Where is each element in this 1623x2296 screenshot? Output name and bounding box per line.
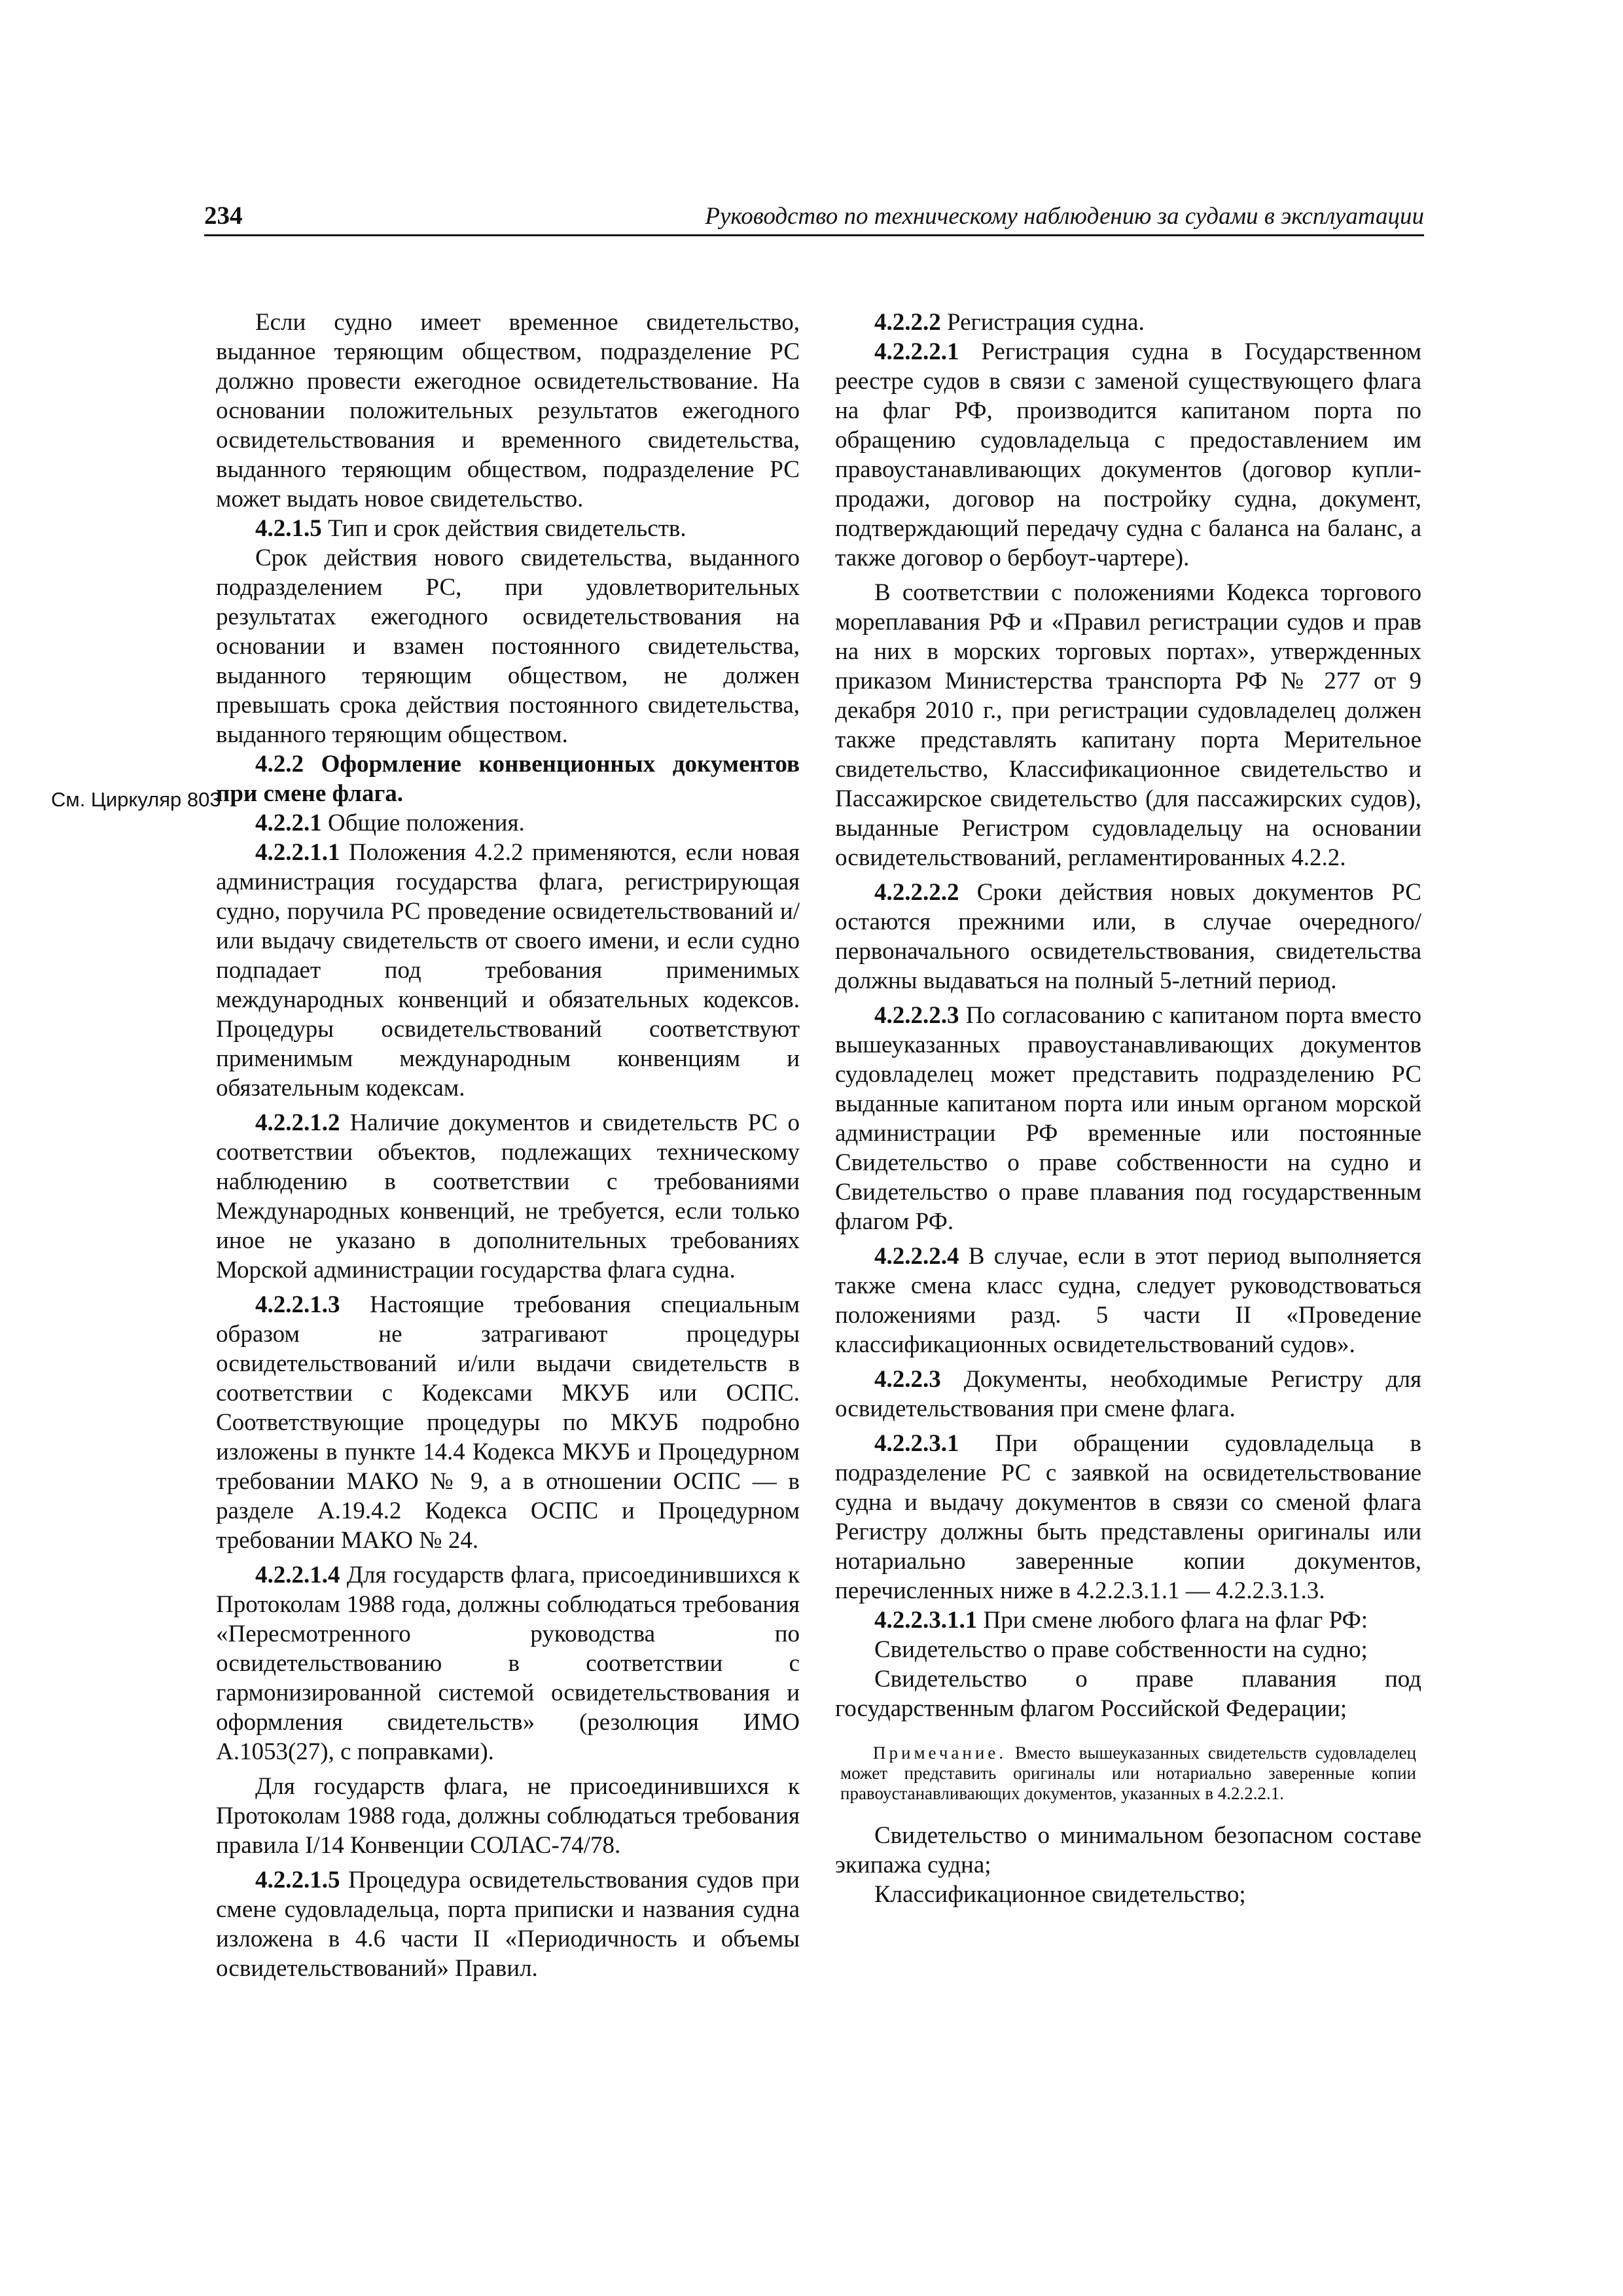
paragraph: Свидетельство о минимальном безопасном составе экипажа судна; xyxy=(835,1822,1421,1878)
paragraph: Если судно имеет временное свидетельство, выданное теряющим обществом, подразделение РС должно провести ежегодное освидетельствование. На основании положительных результатов ежегодного освидетельствования и временного свидетельства, выданного теряющим обществом, подразделение РС может выдать новое свидетельство. xyxy=(216,309,800,512)
section-heading: 4.2.2 Оформление конвенционных документов при смене флага. xyxy=(216,751,800,807)
left-column xyxy=(216,308,800,1983)
paragraph: Классификационное свидетельство; xyxy=(874,1881,1246,1908)
note-text: Вместо вышеуказанных свидетельств судовладелец может представить оригиналы или нотариально заверенные копии правоустанавливающих документов, указанных в 4.2.2.2.1. xyxy=(840,1743,1416,1803)
paragraph xyxy=(216,514,800,543)
page-number: 234 xyxy=(204,202,243,230)
clause-text: Сроки действия новых документов РС остаются прежними или, в случае очередного/ первоначального освидетельствования, свидетельства должны выдаваться на полный 5-летний период. xyxy=(835,879,1421,994)
clause-text: Документы, необходимые Регистру для освидетельствования при смене флага. xyxy=(835,1366,1421,1422)
paragraph xyxy=(835,1605,1421,1635)
clause-text: Общие положения. xyxy=(321,810,525,836)
note-label: Примечание. xyxy=(873,1743,1007,1763)
clause-number: 4.2.2.1 xyxy=(255,810,322,836)
clause-number: 4.2.2.3.1.1 xyxy=(874,1607,978,1634)
clause-text: Процедура освидетельствования судов при смене судовладельца, порта приписки и названия судна изложена в 4.6 части II «Периодичность и объемы освидетельствований» Правил. xyxy=(216,1867,800,1982)
clause-number: 4.2.2.1.3 xyxy=(255,1291,340,1318)
paragraph: Для государств флага, не присоединившихся к Протоколам 1988 года, должны соблюдаться требования правила I/14 Конвенции СОЛАС-74/78. xyxy=(216,1773,800,1859)
paragraph: Свидетельство о праве собственности на судно; xyxy=(874,1636,1368,1663)
clause-text: В случае, если в этот период выполняется также смена класс судна, следует руководствоваться положениями разд. 5 части II «Проведение классификационных освидетельствований судов». xyxy=(835,1243,1421,1358)
paragraph xyxy=(835,308,1421,337)
running-title: Руководство по техническому наблюдению за судами в эксплуатации xyxy=(705,203,1424,230)
margin-note-circular: См. Циркуляр 803 xyxy=(51,788,221,811)
page-header xyxy=(204,195,1424,236)
paragraph: Срок действия нового свидетельства, выданного подразделением РС, при удовлетворительных результатах ежегодного освидетельствования на основании и взамен постоянного свидетельства, выданного теряющим обществом, не должен превышать срока действия постоянного свидетельства, выданного теряющим обществом. xyxy=(216,545,800,748)
clause-number: 4.2.2.3 xyxy=(874,1366,941,1393)
paragraph xyxy=(216,1560,800,1767)
clause-text: Наличие документов и свидетельств РС о соответствии объектов, подлежащих техническому наблюдению в соответствии с требованиями Международных конвенций, не требуется, если только иное не указано в дополнительных требованиях Морской администрации государства флага судна. xyxy=(216,1109,800,1283)
clause-text: Для государств флага, присоединившихся к Протоколам 1988 года, должны соблюдаться требования «Пересмотренного руководства по освидетельствованию в соответствии с гармонизированной системой освидетельствования и оформления свидетельств» (резолюция ИМО А.1053(27), с поправками). xyxy=(216,1562,800,1765)
clause-number: 4.2.2.2.4 xyxy=(874,1243,959,1270)
paragraph xyxy=(835,337,1421,573)
paragraph xyxy=(216,838,800,1103)
clause-text: При смене любого флага на флаг РФ: xyxy=(977,1607,1368,1634)
paragraph xyxy=(216,1290,800,1555)
clause-number: 4.2.2.3.1 xyxy=(874,1430,959,1457)
clause-text: Тип и срок действия свидетельств. xyxy=(321,515,687,542)
paragraph xyxy=(835,1001,1421,1236)
clause-text: Регистрация судна в Государственном реестре судов в связи с заменой существующего флага на флаг РФ, производится капитаном порта по обращению судовладельца с предоставлением им правоустанавливающих документов (договор купли-продажи, договор на постройку судна, документ, подтверждающий передачу судна с баланса на баланс, а также договор о бербоут-чартере). xyxy=(835,338,1421,571)
paragraph xyxy=(216,1108,800,1285)
clause-number: 4.2.2.2.2 xyxy=(874,879,959,906)
paragraph: Свидетельство о праве плавания под государственным флагом Российской Федерации; xyxy=(835,1666,1421,1722)
right-column xyxy=(835,308,1421,1909)
clause-text: Настоящие требования специальным образом не затрагивают процедуры освидетельствований и/или выдачи свидетельств в соответствии с Кодексами МКУБ или ОСПС. Соответствующие процедуры по МКУБ подробно изложены в пункте 14.4 Кодекса МКУБ и Процедурном требовании МАКО № 9, а в отношении ОСПС — в разделе А.19.4.2 Кодекса ОСПС и Процедурном требовании МАКО № 24. xyxy=(216,1291,800,1554)
note xyxy=(840,1743,1416,1804)
clause-number: 4.2.2.2 xyxy=(874,309,941,336)
paragraph xyxy=(216,1865,800,1983)
clause-number: 4.2.2.1.1 xyxy=(255,839,340,866)
paragraph: В соответствии с положениями Кодекса торгового мореплавания РФ и «Правил регистрации судов и прав на них в морских торговых портах», утвержденных приказом Министерства транспорта РФ № 277 от 9 декабря 2010 г., при регистрации судовладелец должен также представлять капитану порта Мерительное свидетельство, Классификационное свидетельство и Пассажирское свидетельство (для пассажирских судов), выданные Регистром судовладельцу на основании освидетельствований, регламентированных 4.2.2. xyxy=(835,579,1421,871)
clause-text: Регистрация судна. xyxy=(940,309,1145,336)
clause-number: 4.2.2.1.5 xyxy=(255,1867,340,1893)
clause-text: При обращении судовладельца в подразделение РС с заявкой на освидетельствование судна и выдачу документов в связи со сменой флага Регистру должны быть представлены оригиналы или нотариально заверенные копии документов, перечисленных ниже в 4.2.2.3.1.1 — 4.2.2.3.1.3. xyxy=(835,1430,1421,1604)
paragraph xyxy=(216,808,800,838)
paragraph xyxy=(835,1365,1421,1424)
clause-number: 4.2.2.2.3 xyxy=(874,1002,959,1029)
paragraph xyxy=(835,1429,1421,1605)
paragraph xyxy=(835,878,1421,996)
paragraph xyxy=(835,1242,1421,1359)
clause-number: 4.2.1.5 xyxy=(255,515,322,542)
clause-number: 4.2.2.1.4 xyxy=(255,1562,340,1588)
clause-number: 4.2.2.1.2 xyxy=(255,1109,340,1136)
clause-text: Положения 4.2.2 применяются, если новая администрация государства флага, регистрирующая судно, поручила РС проведение освидетельствований и/или выдачу свидетельств от своего имени, и если судно подпадает под требования применимых международных конвенций и обязательных кодексов. Процедуры освидетельствований соответствуют применимым международным конвенциям и обязательным кодексам. xyxy=(216,839,800,1102)
clause-number: 4.2.2.2.1 xyxy=(874,338,959,365)
clause-text: По согласованию с капитаном порта вместо вышеуказанных правоустанавливающих документов судовладелец может представить подразделению РС выданные капитаном порта или иным органом морской администрации РФ временные или постоянные Свидетельство о праве собственности на судно и Свидетельство о праве плавания под государственным флагом РФ. xyxy=(835,1002,1421,1235)
